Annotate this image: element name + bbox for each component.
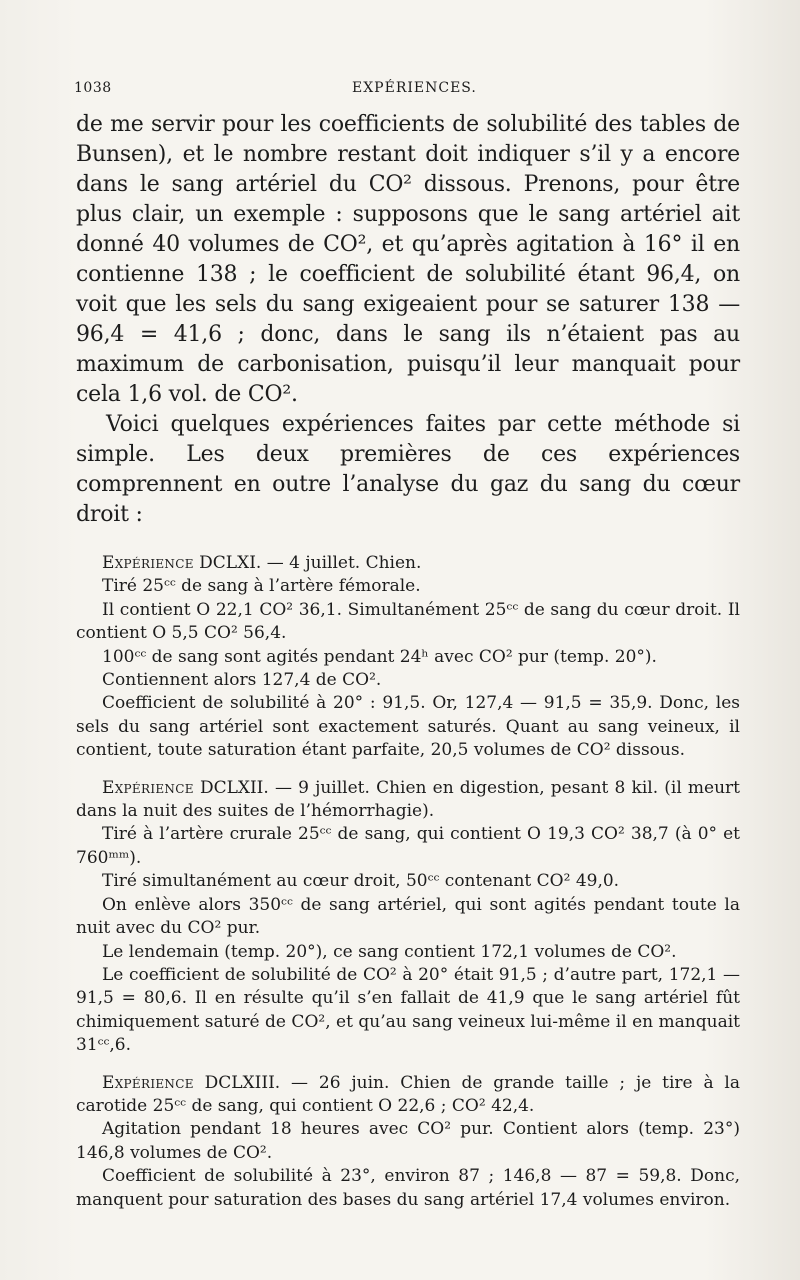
experiment-title: DCLXIII. — 26 juin. Chien de grande taille ; je tire à la carotide 25ᶜᶜ de sang, qui contient O 22,6 ; CO² 42,4.: [76, 1072, 740, 1116]
experiment-line: Agitation pendant 18 heures avec CO² pur. Contient alors (temp. 23°) 146,8 volumes de CO².: [76, 1119, 740, 1163]
experiment-line: Le coefficient de solubilité de CO² à 20° était 91,5 ; d’autre part, 172,1 — 91,5 = 80,6. Il en résulte qu’il s’en fallait de 41,9 que le sang artériel fût chimiquement saturé de CO², et qu’au sang veineux lui-même il en manquait 31ᶜᶜ,6.: [76, 964, 740, 1056]
page-body: [76, 110, 740, 1212]
experiment-label: Expérience: [102, 777, 194, 798]
experiment-dclxii: [76, 777, 740, 1058]
experiment-heading: [76, 777, 740, 824]
experiment-heading: [76, 552, 740, 575]
experiment-line: 100ᶜᶜ de sang sont agités pendant 24ʰ avec CO² pur (temp. 20°).: [102, 646, 657, 667]
experiment-line: Tiré simultanément au cœur droit, 50ᶜᶜ contenant CO² 49,0.: [102, 871, 620, 892]
experiment-title: DCLXI. — 4 juillet. Chien.: [199, 553, 422, 573]
paragraph-1: de me servir pour les coefficients de solubilité des tables de Bunsen), et le nombre restant doit indiquer s’il y a encore dans le sang artériel du CO² dissous. Prenons, pour être plus clair, un exemple : supposons que le sang artériel ait donné 40 volumes de CO², et qu’après agitation à 16° il en contienne 138 ; le coefficient de solubilité étant 96,4, on voit que les sels du sang exigeaient pour se saturer 138 — 96,4 = 41,6 ; donc, dans le sang ils n’étaient pas au maximum de carbonisation, puisqu’il leur manquait pour cela 1,6 vol. de CO².: [76, 112, 740, 407]
experiment-title: DCLXII. — 9 juillet. Chien en digestion, pesant 8 kil. (il meurt dans la nuit des suites de l’hémorrhagie).: [76, 777, 741, 822]
experiment-line: Tiré à l’artère crurale 25ᶜᶜ de sang, qui contient O 19,3 CO² 38,7 (à 0° et 760ᵐᵐ).: [76, 824, 740, 868]
experiment-line: Coefficient de solubilité à 23°, environ 87 ; 146,8 — 87 = 59,8. Donc, manquent pour saturation des bases du sang artériel 17,4 volumes environ.: [76, 1166, 740, 1210]
experiment-line: Coefficient de solubilité à 20° : 91,5. Or, 127,4 — 91,5 = 35,9. Donc, les sels du sang artériel sont exactement saturés. Quant au sang veineux, il contient, toute saturation étant parfaite, 20,5 volumes de CO² dissous.: [76, 693, 740, 761]
experiment-label: Expérience: [102, 553, 194, 573]
experiment-dclxi: [76, 552, 740, 763]
experiment-label: Expérience: [102, 1072, 194, 1093]
main-text: [76, 110, 740, 530]
experiment-line: Tiré 25ᶜᶜ de sang à l’artère fémorale.: [102, 576, 421, 597]
experiment-dclxiii: [76, 1072, 740, 1212]
running-header: [74, 80, 740, 102]
running-title: EXPÉRIENCES.: [352, 80, 477, 96]
page-number: 1038: [74, 80, 112, 96]
experiment-line: Il contient O 22,1 CO² 36,1. Simultanément 25ᶜᶜ de sang du cœur droit. Il contient O 5,5 CO² 56,4.: [76, 599, 740, 644]
paragraph-2: Voici quelques expériences faites par cette méthode si simple. Les deux premières de ces expériences comprennent en outre l’analyse du gaz du sang du cœur droit :: [76, 412, 740, 527]
experiment-line: Contiennent alors 127,4 de CO².: [102, 670, 382, 691]
experiment-heading: [76, 1072, 740, 1119]
experiment-line: Le lendemain (temp. 20°), ce sang contient 172,1 volumes de CO².: [102, 941, 677, 962]
experiment-line: On enlève alors 350ᶜᶜ de sang artériel, qui sont agités pendant toute la nuit avec du CO² pur.: [76, 894, 740, 939]
